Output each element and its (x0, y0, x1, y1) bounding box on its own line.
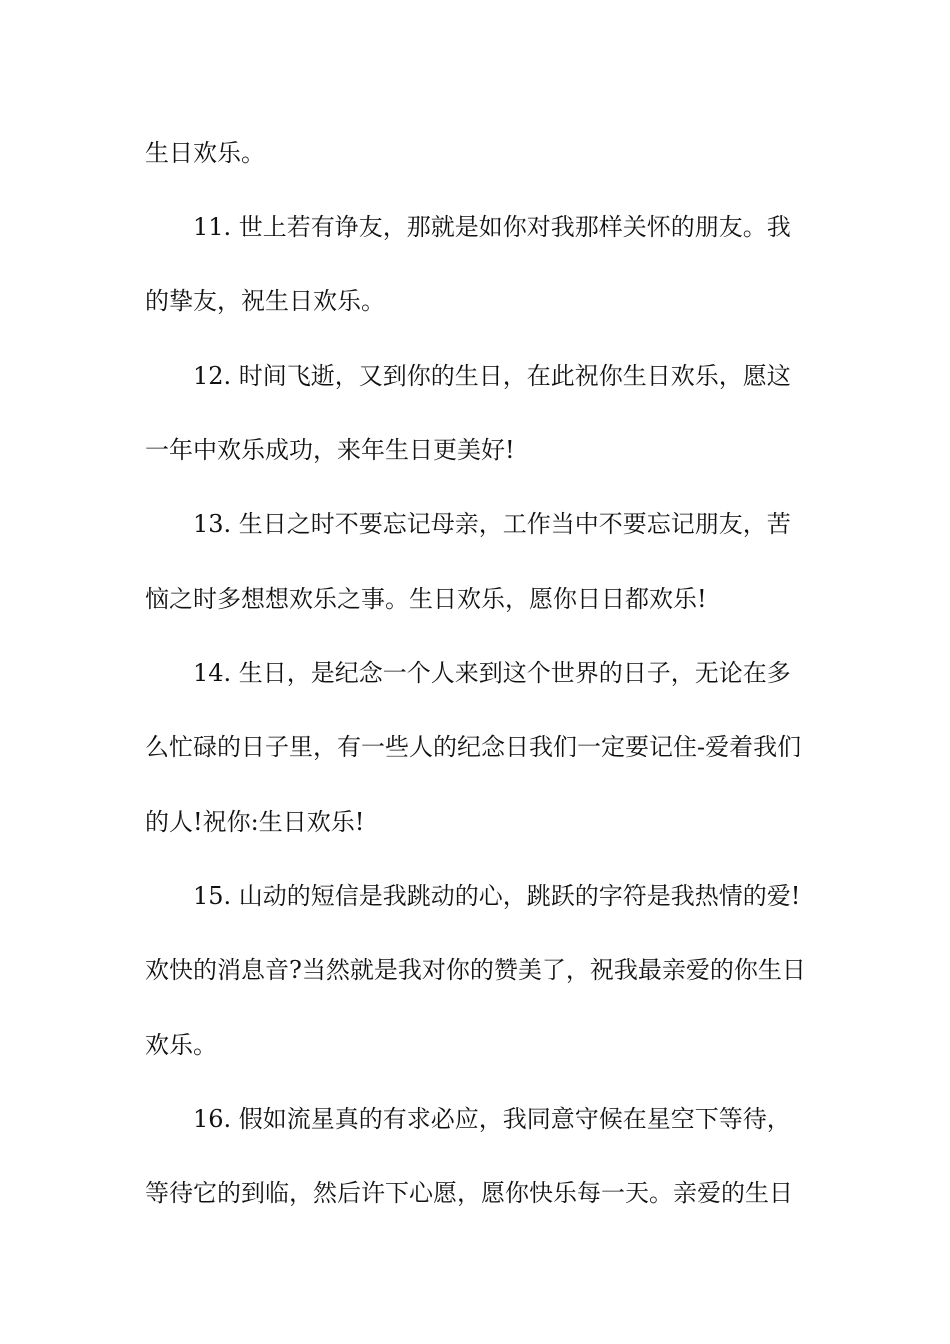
text-line: 等待它的到临，然后许下心愿，愿你快乐每一天。亲爱的生日 (145, 1179, 793, 1207)
text-line: 15. 山动的短信是我跳动的心，跳跃的字符是我热情的爱! (193, 882, 801, 910)
text-line: 么忙碌的日子里，有一些人的纪念日我们一定要记住-爱着我们 (145, 733, 802, 761)
text-line: 11. 世上若有诤友，那就是如你对我那样关怀的朋友。我 (193, 213, 791, 241)
text-line: 的挚友，祝生日欢乐。 (145, 287, 385, 315)
text-line: 生日欢乐。 (145, 139, 265, 167)
text-line: 16. 假如流星真的有求必应，我同意守候在星空下等待， (193, 1105, 791, 1133)
text-line: 恼之时多想想欢乐之事。生日欢乐，愿你日日都欢乐! (145, 585, 707, 613)
text-line: 欢乐。 (145, 1031, 217, 1059)
text-line: 13. 生日之时不要忘记母亲，工作当中不要忘记朋友，苦 (193, 510, 791, 538)
text-line: 欢快的消息音?当然就是我对你的赞美了，祝我最亲爱的你生日 (145, 956, 806, 984)
text-line: 14. 生日，是纪念一个人来到这个世界的日子，无论在多 (193, 659, 791, 687)
text-line: 的人!祝你:生日欢乐! (145, 808, 365, 836)
text-line: 一年中欢乐成功，来年生日更美好! (145, 436, 515, 464)
text-line: 12. 时间飞逝，又到你的生日，在此祝你生日欢乐，愿这 (193, 362, 791, 390)
